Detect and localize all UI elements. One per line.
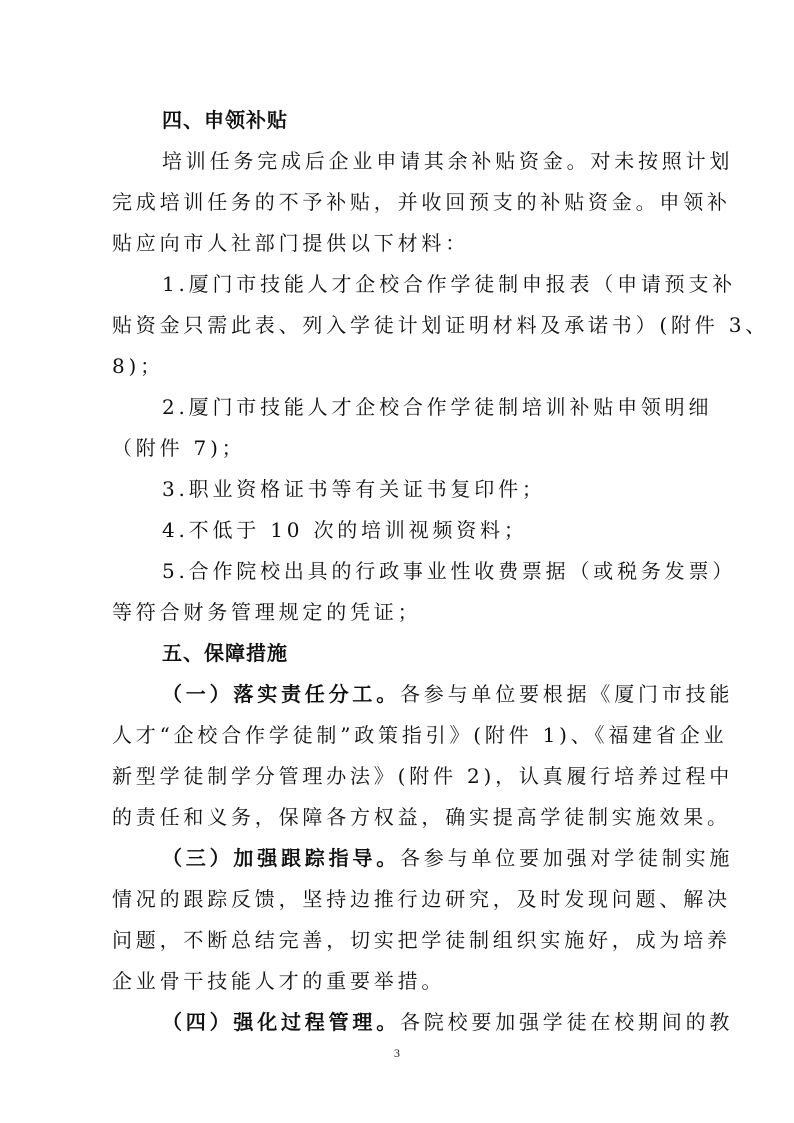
- paragraph-line: 完成培训任务的不予补贴，并收回预支的补贴资金。申领补: [112, 190, 731, 214]
- subsection-1-title: （一）落实责任分工。: [162, 682, 400, 706]
- list-item-4: 4.不低于 10 次的培训视频资料；: [162, 518, 528, 542]
- paragraph-line: 培训任务完成后企业申请其余补贴资金。对未按照计划: [162, 149, 734, 173]
- subsection-4-title: （四）强化过程管理。: [162, 1010, 400, 1034]
- subsection-4: [162, 1010, 734, 1034]
- list-item-1: 1.厦门市技能人才企校合作学徒制申报表（申请预支补: [162, 272, 737, 296]
- paragraph-line: 贴应向市人社部门提供以下材料：: [112, 231, 469, 255]
- paragraph-line: 的责任和义务，保障各方权益，确实提高学徒制实施效果。: [112, 805, 731, 829]
- subsection-3-title: （三）加强跟踪指导。: [162, 846, 400, 870]
- section-heading-5: 五、保障措施: [162, 641, 288, 665]
- subsection-1: [162, 682, 734, 706]
- list-item-2: 2.厦门市技能人才企校合作学徒制培训补贴申领明细: [162, 395, 713, 419]
- list-item-5: 5.合作院校出具的行政事业性收费票据（或税务发票）: [162, 559, 737, 583]
- section-heading-4: 四、申领补贴: [162, 108, 288, 132]
- paragraph-line: 问题，不断总结完善，切实把学徒制组织实施好，成为培养: [112, 928, 731, 952]
- subsection-3: [162, 846, 734, 870]
- list-item-1-cont: 8)；: [112, 354, 164, 378]
- paragraph-line: 新型学徒制学分管理办法》(附件 2)，认真履行培养过程中: [112, 764, 734, 788]
- list-item-1-cont: 贴资金只需此表、列入学徒计划证明材料及承诺书）(附件 3、: [112, 313, 770, 337]
- paragraph-line: 企业骨干技能人才的重要举措。: [112, 969, 446, 993]
- paragraph-line: 情况的跟踪反馈，坚持边推行边研究，及时发现问题、解决: [112, 887, 731, 911]
- subsection-1-text: 各参与单位要根据《厦门市技能: [400, 682, 734, 706]
- list-item-2-cont: （附件 7)；: [112, 436, 246, 460]
- list-item-3: 3.职业资格证书等有关证书复印件；: [162, 477, 546, 501]
- paragraph-line: 人才“企校合作学徒制”政策指引》(附件 1)、《福建省企业: [112, 723, 728, 747]
- page-number: 3: [394, 1046, 400, 1060]
- subsection-3-text: 各参与单位要加强对学徒制实施: [400, 846, 734, 870]
- subsection-4-text: 各院校要加强学徒在校期间的教: [400, 1010, 734, 1034]
- list-item-5-cont: 等符合财务管理规定的凭证；: [112, 600, 422, 624]
